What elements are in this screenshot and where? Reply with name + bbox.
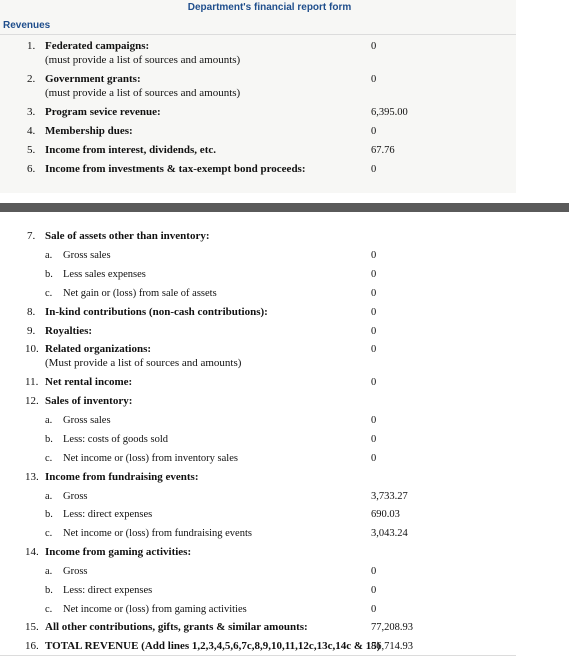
row-number: 5. — [27, 144, 36, 156]
row-label: Gross — [63, 566, 88, 577]
row-letter: a. — [45, 415, 53, 426]
row-value: 86,714.93 — [371, 641, 413, 652]
section-divider — [0, 34, 516, 35]
row-value: 77,208.93 — [371, 622, 413, 633]
row-value: 0 — [371, 288, 377, 299]
row-note: (Must provide a list of sources and amounts) — [45, 357, 242, 369]
row-letter: b. — [45, 434, 53, 445]
row-value: 0 — [371, 604, 377, 615]
form-title: Department's financial report form — [187, 2, 352, 13]
row-label: Less: direct expenses — [63, 585, 153, 596]
row-value: 0 — [371, 434, 377, 445]
row-label: Net income or (loss) from gaming activities — [63, 604, 247, 615]
row-value: 0 — [371, 585, 377, 596]
row-label: Sale of assets other than inventory: — [45, 230, 210, 242]
row-letter: b. — [45, 509, 53, 520]
row-note: (must provide a list of sources and amounts) — [45, 54, 241, 66]
row-number: 4. — [27, 125, 36, 137]
row-label: Less sales expenses — [63, 269, 146, 280]
row-letter: b. — [45, 269, 53, 280]
row-letter: c. — [45, 528, 53, 539]
row-letter: c. — [45, 604, 53, 615]
row-value: 0 — [371, 307, 377, 318]
row-number: 2. — [27, 73, 36, 85]
row-number: 3. — [27, 106, 36, 118]
row-number: 12. — [25, 395, 39, 407]
row-label: Government grants: — [45, 73, 141, 85]
row-label: Income from interest, dividends, etc. — [45, 144, 216, 156]
row-label: Related organizations: — [45, 343, 152, 355]
row-letter: b. — [45, 585, 53, 596]
row-letter: a. — [45, 491, 53, 502]
row-label: Net gain or (loss) from sale of assets — [63, 288, 217, 299]
row-value: 0 — [371, 344, 377, 355]
row-value: 0 — [371, 250, 377, 261]
row-value: 0 — [371, 74, 377, 85]
row-number: 13. — [25, 471, 39, 483]
row-label: Gross — [63, 491, 88, 502]
row-label: Federated campaigns: — [45, 40, 150, 52]
row-label: Royalties: — [45, 325, 93, 337]
row-number: 7. — [27, 230, 36, 242]
row-value: 0 — [371, 453, 377, 464]
row-value: 0 — [371, 415, 377, 426]
row-value: 0 — [371, 566, 377, 577]
row-label: Sales of inventory: — [45, 395, 133, 407]
row-value: 67.76 — [371, 145, 395, 156]
row-number: 15. — [25, 621, 39, 633]
row-number: 11. — [25, 376, 39, 388]
row-label: Less: direct expenses — [63, 509, 153, 520]
row-label: Program sevice revenue: — [45, 106, 161, 118]
row-label: Net income or (loss) from inventory sales — [63, 453, 238, 464]
row-value: 3,733.27 — [371, 491, 408, 502]
row-number: 16. — [25, 640, 39, 652]
row-letter: c. — [45, 288, 53, 299]
row-label: In-kind contributions (non-cash contributions): — [45, 306, 268, 318]
row-value: 0 — [371, 164, 377, 175]
row-number: 10. — [25, 343, 39, 355]
row-label: TOTAL REVENUE (Add lines 1,2,3,4,5,6,7c,8,9,10,11,12c,13c,14c & 15) — [45, 640, 381, 652]
row-value: 690.03 — [371, 509, 400, 520]
row-label: Net rental income: — [45, 376, 133, 388]
bottom-divider — [0, 655, 516, 656]
row-letter: c. — [45, 453, 53, 464]
row-label: Gross sales — [63, 250, 111, 261]
row-letter: a. — [45, 250, 53, 261]
row-label: Income from fundraising events: — [45, 471, 199, 483]
row-label: Income from gaming activities: — [45, 546, 192, 558]
row-number: 6. — [27, 163, 36, 175]
section-title: Revenues — [3, 20, 51, 31]
row-value: 0 — [371, 326, 377, 337]
row-number: 9. — [27, 325, 36, 337]
row-value: 0 — [371, 126, 377, 137]
row-note: (must provide a list of sources and amounts) — [45, 87, 241, 99]
row-value: 3,043.24 — [371, 528, 408, 539]
row-letter: a. — [45, 566, 53, 577]
row-label: Gross sales — [63, 415, 111, 426]
row-label: Membership dues: — [45, 125, 133, 137]
row-value: 0 — [371, 269, 377, 280]
row-label: Net income or (loss) from fundraising events — [63, 528, 252, 539]
row-label: Less: costs of goods sold — [63, 434, 168, 445]
row-value: 0 — [371, 377, 377, 388]
row-number: 1. — [27, 40, 36, 52]
row-value: 0 — [371, 41, 377, 52]
row-value: 6,395.00 — [371, 107, 408, 118]
row-number: 8. — [27, 306, 36, 318]
row-label: All other contributions, gifts, grants & similar amounts: — [45, 621, 308, 633]
row-number: 14. — [25, 546, 39, 558]
row-label: Income from investments & tax-exempt bond proceeds: — [45, 163, 306, 175]
page-divider-bar — [0, 203, 569, 212]
